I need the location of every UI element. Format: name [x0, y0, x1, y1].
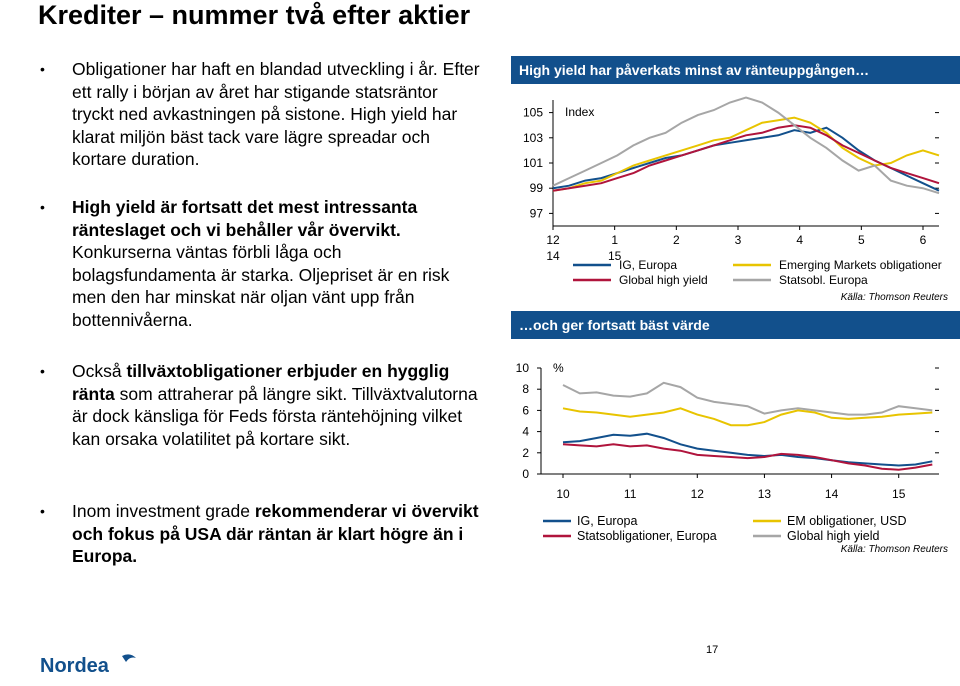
chart2-y-axis-label: % [553, 361, 564, 375]
chart2-y-tick-label: 0 [522, 467, 529, 481]
chart2-x-tick-label: 13 [757, 487, 772, 501]
bullet-text: Konkurserna väntas förbli låga och bolagsfundamenta är starka. Oljepriset är en risk men den har minskat när oljan vänt upp från bottennivåerna. [72, 242, 450, 330]
chart2-legend-label: Statsobligationer, Europa [577, 529, 717, 543]
chart1-title-bar: High yield har påverkats minst av ränteuppgången… [511, 56, 960, 84]
chart1-x-tick-label: 4 [796, 233, 804, 247]
chart1-x-year-label: 14 [546, 249, 560, 263]
chart2-series-line [563, 383, 932, 415]
chart1-x-tick-label: 12 [546, 233, 560, 247]
bullet-item [40, 500, 480, 568]
chart2-series-line [563, 408, 932, 425]
bullet-bold-text: rekommenderar vi övervikt och fokus på USA där räntan är klart högre än i Europa. [72, 501, 479, 566]
chart2-x-tick-label: 11 [623, 487, 637, 501]
bullet-pre-text: Inom investment grade [72, 501, 255, 521]
chart2-y-tick-label: 4 [522, 424, 529, 439]
page-number: 17 [706, 644, 719, 656]
chart1-y-tick-label: 101 [522, 156, 543, 170]
chart2-x-tick-label: 12 [690, 487, 704, 501]
chart1-legend-label: IG, Europa [619, 258, 678, 272]
chart2-series-line [563, 444, 932, 470]
chart1-source: Källa: Thomson Reuters [840, 292, 948, 303]
chart2-x-tick-label: 14 [824, 487, 839, 501]
chart1-legend-label: Global high yield [619, 273, 708, 287]
chart1-y-tick-label: 97 [529, 206, 543, 221]
chart1-x-tick-label: 1 [611, 233, 619, 247]
bullet-text: som attraherar på längre sikt. Tillväxtvalutorna är dock känsliga för Feds första räntehöjning vilket kan orsaka volatilitet på kortare sikt. [72, 383, 478, 449]
nordea-logo-mark [40, 650, 150, 680]
chart2-x-tick-label: 10 [556, 487, 570, 501]
chart2-legend-label: EM obligationer, USD [787, 514, 907, 528]
bullet-bold-text: tillväxtobligationer erbjuder en hygglig ränta [72, 361, 450, 404]
bullet-item [40, 58, 480, 171]
chart2-x-tick-label: 15 [892, 487, 906, 501]
bullet-pre-text: Också [72, 361, 127, 381]
chart1-x-tick-label: 6 [919, 233, 927, 247]
chart2-source: Källa: Thomson Reuters [840, 544, 948, 555]
chart1-x-tick-label: 5 [857, 233, 865, 247]
chart1-series-line [553, 98, 939, 194]
chart1-legend-label: Statsobl. Europa [779, 273, 868, 287]
chart1-y-axis-label: Index [565, 105, 595, 119]
chart2-title-bar: …och ger fortsatt bäst värde [511, 311, 960, 339]
chart1-y-tick-label: 103 [522, 130, 543, 145]
logo-swoosh-icon [122, 654, 136, 662]
logo-text: Nordea [40, 655, 109, 677]
chart2-y-tick-label: 2 [522, 445, 529, 460]
nordea-logo [40, 650, 150, 685]
chart2 [511, 340, 960, 570]
chart2-legend-label: IG, Europa [577, 514, 638, 528]
chart1-y-tick-label: 99 [529, 181, 543, 196]
chart2-series-line [563, 434, 932, 466]
bullet-text: Obligationer har haft en blandad utveckling i år. Efter ett rally i början av året har stigande statsräntor tryckt ned avkastningen på sistone. High yield har klarat miljön bäst tack vare lägre spreadar och kortare duration. [72, 59, 480, 169]
chart1 [511, 86, 960, 311]
chart2-y-tick-label: 8 [522, 382, 529, 397]
bullet-item [40, 360, 480, 450]
chart1-y-tick-label: 105 [522, 105, 543, 120]
bullet-item [40, 196, 480, 331]
chart2-y-tick-label: 10 [515, 361, 529, 375]
chart2-legend-label: Global high yield [787, 529, 880, 543]
bullet-bold-text: High yield är fortsatt det mest intressanta ränteslaget och vi behåller vår övervikt. [72, 197, 418, 240]
chart1-x-tick-label: 2 [672, 233, 680, 247]
chart1-legend-label: Emerging Markets obligationer [779, 258, 942, 272]
chart1-x-year-label: 15 [607, 249, 622, 263]
chart1-x-tick-label: 3 [734, 233, 742, 247]
page-title: Krediter – nummer två efter aktier [38, 0, 471, 30]
chart2-y-tick-label: 6 [522, 403, 529, 418]
